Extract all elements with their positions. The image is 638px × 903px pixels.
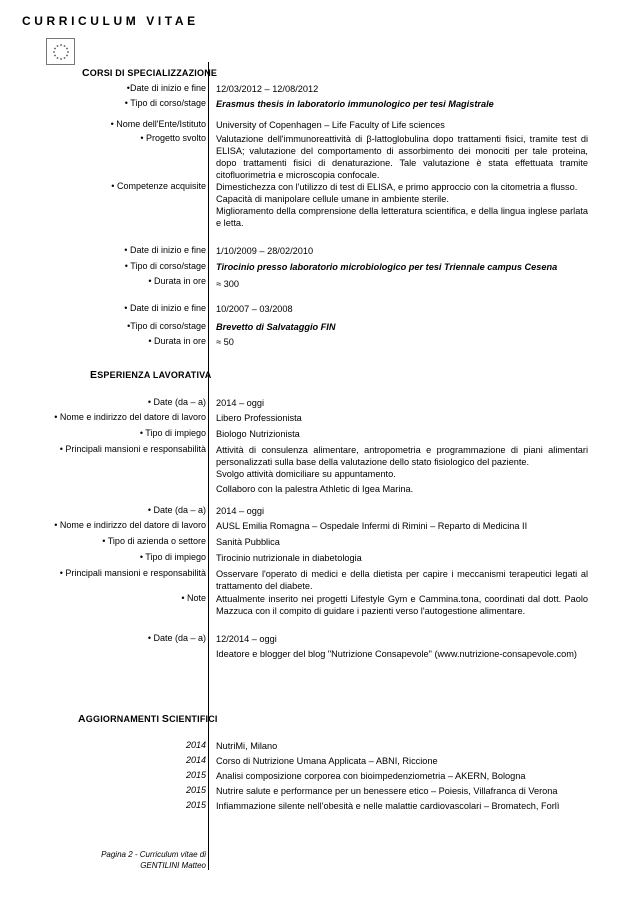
course-text: Analisi composizione corporea con bioimpedenziometria – AKERN, Bologna [216,771,526,781]
field-value: Sanità Pubblica [216,537,280,547]
footer-line: Pagina 2 - Curriculum vitae di [101,850,206,859]
field-label: • Date di inizio e fine [124,303,206,313]
field-value: University of Copenhagen – Life Faculty of Life sciences [216,120,445,130]
footer-line: GENTILINI Matteo [140,861,206,870]
field-label: • Principali mansioni e responsabilità [59,568,206,578]
year-label: 2014 [185,755,206,765]
field-label: •Date di inizio e fine [126,83,206,93]
course-text: Infiammazione silente nell'obesità e nelle malattie cardiovascolari – Bromatech, Forlì [216,801,560,811]
field-label: • Durata in ore [148,276,206,286]
field-label: • Tipo di corso/stage [124,98,206,108]
field-value: 1/10/2009 – 28/02/2010 [216,246,314,256]
section-title-esperienza: ESPERIENZA LAVORATIVA [90,369,212,381]
page-footer [60,849,206,871]
course-text: NutriMi, Milano [216,741,278,751]
field-label: • Tipo di corso/stage [124,261,206,271]
field-label: • Nome e indirizzo del datore di lavoro [54,412,206,422]
course-text: Nutrire salute e performance per un benessere etico – Poiesis, Villafranca di Verona [216,786,558,796]
cv-title: CURRICULUM VITAE [22,14,199,28]
competenza-line: Capacità di manipolare cellule umane in ambiente sterile. [216,194,449,204]
field-value: Attività di consulenza alimentare, antropometria e programmazione di piani alimentari personalizzati sulla base della valutazione dello stato fisiologico del paziente. [216,445,588,467]
year-label: 2015 [185,800,206,810]
field-value: Collaboro con la palestra Athletic di Igea Marina. [216,484,414,494]
field-label: • Competenze acquisite [111,181,206,191]
field-value: 12/03/2012 – 12/08/2012 [216,84,319,94]
field-value: 2014 – oggi [216,506,265,516]
field-value: Tirocinio nutrizionale in diabetologia [216,553,362,563]
field-label: • Tipo di impiego [139,552,206,562]
field-label: • Nome dell'Ente/Istituto [110,119,206,129]
field-value: Ideatore e blogger del blog "Nutrizione Consapevole" (www.nutrizione-consapevole.com) [216,649,577,659]
section-title-corsi: CORSI DI SPECIALIZZAZIONE [82,67,218,79]
field-value: Erasmus thesis in laboratorio immunologico per tesi Magistrale [216,99,494,109]
field-value: Osservare l'operato di medici e della dietista per capire i meccanismi terapeutici legati al trattamento del diabete. [216,569,588,591]
section-title-aggiornamenti: AGGIORNAMENTI SCIENTIFICI [78,713,218,725]
field-value: Brevetto di Salvataggio FIN [216,322,336,332]
field-value: ≈ 50 [216,337,234,347]
competenza-line: Miglioramento della comprensione della letteratura scientifica, e della lingua inglese parlata e letta. [216,206,588,228]
field-label: • Tipo di impiego [139,428,206,438]
field-value: AUSL Emilia Romagna – Ospedale Infermi di Rimini – Reparto di Medicina II [216,521,528,531]
field-value: Attualmente inserito nei progetti Lifestyle Gym e Cammina.tona, coordinati dal dott. Paolo Mazzuca con il compito di guidare i pazienti verso l'autogestione alimentare. [216,594,588,616]
field-value: Valutazione dell'immunoreattività di β-lattoglobulina dopo trattamenti fisici, tramite test di ELISA; valutazione del comportamento di assorbimento dei monociti per tale proteina, dopo trattamenti fisici di denaturazione. Tale valutazione è stata effettuata tramite citofluorimetria e microscopia confocale. [216,134,588,180]
eu-stars-icon [46,38,75,65]
field-label: •Tipo di corso/stage [127,321,206,331]
field-label: • Durata in ore [148,336,206,346]
field-label: • Principali mansioni e responsabilità [59,444,206,454]
year-label: 2015 [185,785,206,795]
competenza-line: Dimestichezza con l'utilizzo di test di ELISA, e primo approccio con la citometria a flusso. [216,182,578,192]
field-label: • Date (da – a) [147,633,206,643]
field-label: • Tipo di azienda o settore [102,536,206,546]
field-label: • Nome e indirizzo del datore di lavoro [54,520,206,530]
field-value [216,181,588,229]
field-label: • Note [181,593,206,603]
field-value: 2014 – oggi [216,398,265,408]
field-label: • Date (da – a) [147,397,206,407]
course-text: Corso di Nutrizione Umana Applicata – ABNI, Riccione [216,756,438,766]
field-value: ≈ 300 [216,279,239,289]
year-label: 2015 [185,770,206,780]
field-value: Libero Professionista [216,413,302,423]
year-label: 2014 [185,740,206,750]
field-value: Biologo Nutrizionista [216,429,300,439]
field-value: Svolgo attività domiciliare su appuntamento. [216,469,396,479]
field-label: • Date di inizio e fine [124,245,206,255]
field-value: 12/2014 – oggi [216,634,277,644]
field-label: • Date (da – a) [147,505,206,515]
column-divider [208,62,209,870]
field-value: Tirocinio presso laboratorio microbiologico per tesi Triennale campus Cesena [216,262,558,272]
field-label: • Progetto svolto [140,133,206,143]
field-value: 10/2007 – 03/2008 [216,304,293,314]
